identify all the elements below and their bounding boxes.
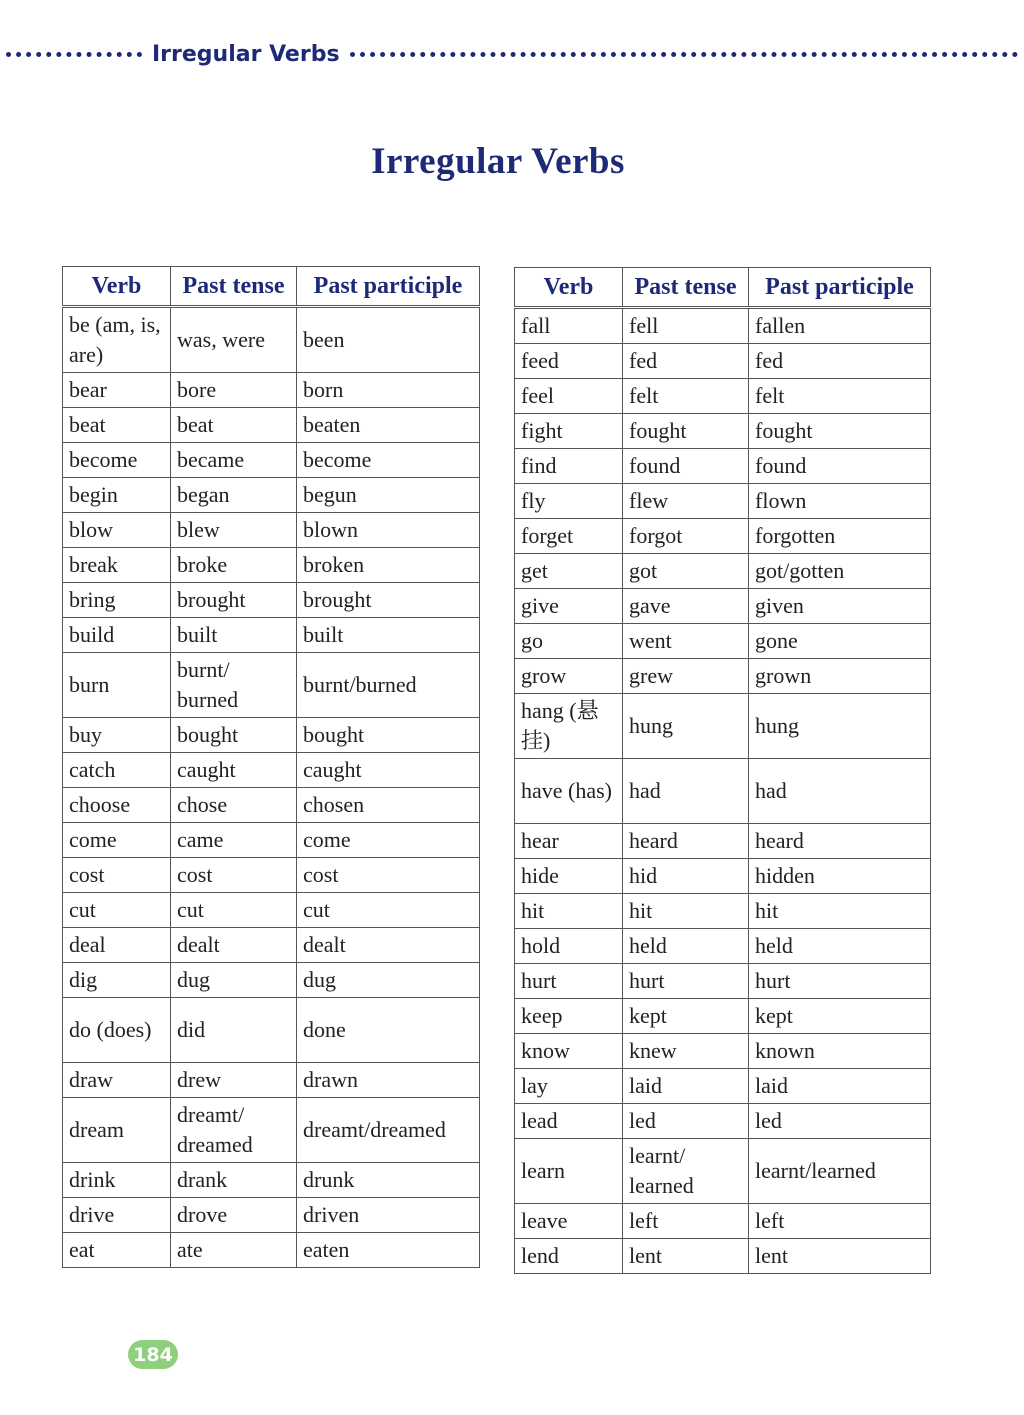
past-tense-cell: lent <box>623 1239 749 1274</box>
past-tense-cell: bore <box>171 373 297 408</box>
past-tense-cell: drove <box>171 1198 297 1233</box>
past-participle-cell: learnt/learned <box>749 1139 931 1204</box>
verb-cell: fight <box>515 414 623 449</box>
verb-cell: build <box>63 618 171 653</box>
table-row <box>63 1063 480 1098</box>
past-tense-cell: kept <box>623 999 749 1034</box>
table-row <box>515 964 931 999</box>
verb-cell: buy <box>63 718 171 753</box>
past-tense-cell: forgot <box>623 519 749 554</box>
verb-cell: feel <box>515 379 623 414</box>
past-participle-cell: cost <box>297 858 480 893</box>
verb-cell: know <box>515 1034 623 1069</box>
past-participle-cell: heard <box>749 824 931 859</box>
past-tense-cell: brought <box>171 583 297 618</box>
verb-cell: become <box>63 443 171 478</box>
verb-cell: dream <box>63 1098 171 1163</box>
table-header-row <box>63 267 480 307</box>
table-row <box>515 519 931 554</box>
past-tense-cell: cost <box>171 858 297 893</box>
verb-cell: hit <box>515 894 623 929</box>
column-header-verb: Verb <box>515 268 623 308</box>
past-tense-cell: drew <box>171 1063 297 1098</box>
table-row <box>515 859 931 894</box>
table-row <box>515 824 931 859</box>
past-tense-cell: hung <box>623 694 749 759</box>
past-tense-cell: had <box>623 759 749 824</box>
past-participle-cell: dealt <box>297 928 480 963</box>
running-header-title: Irregular Verbs <box>152 41 340 67</box>
past-participle-cell: done <box>297 998 480 1063</box>
past-participle-cell: laid <box>749 1069 931 1104</box>
past-participle-cell: kept <box>749 999 931 1034</box>
past-participle-cell: brought <box>297 583 480 618</box>
table-row <box>63 858 480 893</box>
table-row <box>515 659 931 694</box>
verb-cell: lead <box>515 1104 623 1139</box>
table-row <box>515 999 931 1034</box>
past-tense-cell: beat <box>171 408 297 443</box>
verb-cell: find <box>515 449 623 484</box>
table-row <box>515 1139 931 1204</box>
verb-cell: draw <box>63 1063 171 1098</box>
column-header-past-tense: Past tense <box>171 267 297 307</box>
past-participle-cell: known <box>749 1034 931 1069</box>
table-row <box>515 589 931 624</box>
table-row <box>63 823 480 858</box>
verbs-table-right <box>514 267 931 1274</box>
table-row <box>63 653 480 718</box>
verb-cell: grow <box>515 659 623 694</box>
column-header-past-tense: Past tense <box>623 268 749 308</box>
verb-cell: fly <box>515 484 623 519</box>
verb-cell: get <box>515 554 623 589</box>
table-row <box>63 478 480 513</box>
past-participle-cell: given <box>749 589 931 624</box>
past-participle-cell: fed <box>749 344 931 379</box>
verb-cell: be (am, is, are) <box>63 307 171 373</box>
header-dots-left <box>6 52 142 57</box>
past-participle-cell: forgotten <box>749 519 931 554</box>
verb-cell: hurt <box>515 964 623 999</box>
verb-cell: bear <box>63 373 171 408</box>
verb-cell: feed <box>515 344 623 379</box>
past-tense-cell: hurt <box>623 964 749 999</box>
table-row <box>63 893 480 928</box>
table-row <box>515 1204 931 1239</box>
past-tense-cell: left <box>623 1204 749 1239</box>
verb-cell: deal <box>63 928 171 963</box>
past-participle-cell: broken <box>297 548 480 583</box>
verb-cell: blow <box>63 513 171 548</box>
past-tense-cell: fell <box>623 308 749 344</box>
table-row <box>515 554 931 589</box>
past-participle-cell: become <box>297 443 480 478</box>
table-row <box>63 928 480 963</box>
past-participle-cell: had <box>749 759 931 824</box>
past-tense-cell: went <box>623 624 749 659</box>
table-row <box>63 718 480 753</box>
page-number: 184 <box>128 1340 178 1369</box>
running-header <box>0 38 1024 70</box>
past-participle-cell: hit <box>749 894 931 929</box>
past-participle-cell: caught <box>297 753 480 788</box>
past-tense-cell: held <box>623 929 749 964</box>
past-participle-cell: felt <box>749 379 931 414</box>
past-tense-cell: did <box>171 998 297 1063</box>
past-participle-cell: fought <box>749 414 931 449</box>
past-tense-cell: dug <box>171 963 297 998</box>
past-participle-cell: been <box>297 307 480 373</box>
table-row <box>515 449 931 484</box>
table-row <box>515 344 931 379</box>
verb-cell: give <box>515 589 623 624</box>
header-dots-right <box>350 52 1018 57</box>
table-row <box>63 963 480 998</box>
past-participle-cell: begun <box>297 478 480 513</box>
table-row <box>63 753 480 788</box>
past-tense-cell: began <box>171 478 297 513</box>
verb-cell: lend <box>515 1239 623 1274</box>
verb-cell: eat <box>63 1233 171 1268</box>
column-header-past-participle: Past participle <box>749 268 931 308</box>
table-row <box>515 759 931 824</box>
table-row <box>63 1198 480 1233</box>
past-participle-cell: cut <box>297 893 480 928</box>
table-body-right <box>515 308 931 1274</box>
verb-cell: hang (悬挂) <box>515 694 623 759</box>
table-row <box>63 443 480 478</box>
past-participle-cell: come <box>297 823 480 858</box>
past-participle-cell: gone <box>749 624 931 659</box>
verb-cell: break <box>63 548 171 583</box>
page-title: Irregular Verbs <box>371 141 625 182</box>
past-participle-cell: dreamt/dreamed <box>297 1098 480 1163</box>
column-header-verb: Verb <box>63 267 171 307</box>
past-tense-cell: learnt/ learned <box>623 1139 749 1204</box>
verb-cell: hide <box>515 859 623 894</box>
past-tense-cell: drank <box>171 1163 297 1198</box>
table-row <box>63 1098 480 1163</box>
past-participle-cell: beaten <box>297 408 480 443</box>
verb-cell: fall <box>515 308 623 344</box>
verb-cell: leave <box>515 1204 623 1239</box>
verb-cell: keep <box>515 999 623 1034</box>
verb-cell: forget <box>515 519 623 554</box>
past-tense-cell: hid <box>623 859 749 894</box>
verb-cell: drink <box>63 1163 171 1198</box>
table-row <box>63 513 480 548</box>
past-participle-cell: grown <box>749 659 931 694</box>
past-tense-cell: flew <box>623 484 749 519</box>
past-participle-cell: drunk <box>297 1163 480 1198</box>
past-participle-cell: hidden <box>749 859 931 894</box>
past-participle-cell: built <box>297 618 480 653</box>
verb-cell: come <box>63 823 171 858</box>
past-tense-cell: laid <box>623 1069 749 1104</box>
verb-cell: begin <box>63 478 171 513</box>
table-row <box>515 624 931 659</box>
table-row <box>63 373 480 408</box>
past-participle-cell: drawn <box>297 1063 480 1098</box>
past-participle-cell: fallen <box>749 308 931 344</box>
table-row <box>515 929 931 964</box>
table-row <box>63 548 480 583</box>
past-participle-cell: lent <box>749 1239 931 1274</box>
past-participle-cell: chosen <box>297 788 480 823</box>
verb-cell: burn <box>63 653 171 718</box>
past-participle-cell: burnt/burned <box>297 653 480 718</box>
past-tense-cell: fed <box>623 344 749 379</box>
table-row <box>63 307 480 373</box>
table-row <box>63 998 480 1063</box>
table-row <box>63 618 480 653</box>
past-tense-cell: broke <box>171 548 297 583</box>
past-tense-cell: came <box>171 823 297 858</box>
past-tense-cell: was, were <box>171 307 297 373</box>
table-row <box>515 1239 931 1274</box>
past-tense-cell: chose <box>171 788 297 823</box>
table-row <box>515 694 931 759</box>
verb-cell: choose <box>63 788 171 823</box>
past-tense-cell: felt <box>623 379 749 414</box>
past-tense-cell: burnt/ burned <box>171 653 297 718</box>
verb-cell: lay <box>515 1069 623 1104</box>
verb-cell: beat <box>63 408 171 443</box>
past-participle-cell: got/gotten <box>749 554 931 589</box>
verb-cell: have (has) <box>515 759 623 824</box>
verb-cell: cost <box>63 858 171 893</box>
table-body-left <box>63 307 480 1268</box>
verb-cell: drive <box>63 1198 171 1233</box>
past-participle-cell: blown <box>297 513 480 548</box>
past-participle-cell: flown <box>749 484 931 519</box>
past-participle-cell: led <box>749 1104 931 1139</box>
past-tense-cell: blew <box>171 513 297 548</box>
past-tense-cell: ate <box>171 1233 297 1268</box>
past-tense-cell: got <box>623 554 749 589</box>
past-tense-cell: became <box>171 443 297 478</box>
table-row <box>515 894 931 929</box>
verbs-table-left <box>62 266 480 1268</box>
verb-cell: go <box>515 624 623 659</box>
verb-cell: cut <box>63 893 171 928</box>
verb-cell: hold <box>515 929 623 964</box>
past-tense-cell: gave <box>623 589 749 624</box>
past-tense-cell: caught <box>171 753 297 788</box>
verb-cell: hear <box>515 824 623 859</box>
table-row <box>63 408 480 443</box>
table-row <box>515 308 931 344</box>
past-participle-cell: left <box>749 1204 931 1239</box>
past-tense-cell: dealt <box>171 928 297 963</box>
past-tense-cell: led <box>623 1104 749 1139</box>
past-participle-cell: bought <box>297 718 480 753</box>
past-tense-cell: found <box>623 449 749 484</box>
past-tense-cell: bought <box>171 718 297 753</box>
past-tense-cell: hit <box>623 894 749 929</box>
past-tense-cell: dreamt/ dreamed <box>171 1098 297 1163</box>
past-participle-cell: driven <box>297 1198 480 1233</box>
table-row <box>515 1069 931 1104</box>
table-row <box>515 414 931 449</box>
past-participle-cell: born <box>297 373 480 408</box>
table-row <box>63 788 480 823</box>
table-row <box>63 1163 480 1198</box>
past-tense-cell: heard <box>623 824 749 859</box>
past-tense-cell: cut <box>171 893 297 928</box>
column-header-past-participle: Past participle <box>297 267 480 307</box>
past-tense-cell: fought <box>623 414 749 449</box>
table-row <box>515 484 931 519</box>
verb-cell: dig <box>63 963 171 998</box>
past-participle-cell: held <box>749 929 931 964</box>
past-tense-cell: grew <box>623 659 749 694</box>
table-row <box>515 1104 931 1139</box>
past-tense-cell: built <box>171 618 297 653</box>
past-tense-cell: knew <box>623 1034 749 1069</box>
verb-cell: catch <box>63 753 171 788</box>
table-header-row <box>515 268 931 308</box>
table-row <box>63 1233 480 1268</box>
past-participle-cell: hurt <box>749 964 931 999</box>
table-row <box>63 583 480 618</box>
table-row <box>515 1034 931 1069</box>
verb-cell: do (does) <box>63 998 171 1063</box>
past-participle-cell: hung <box>749 694 931 759</box>
past-participle-cell: dug <box>297 963 480 998</box>
table-row <box>515 379 931 414</box>
verb-cell: learn <box>515 1139 623 1204</box>
verb-cell: bring <box>63 583 171 618</box>
past-participle-cell: eaten <box>297 1233 480 1268</box>
past-participle-cell: found <box>749 449 931 484</box>
